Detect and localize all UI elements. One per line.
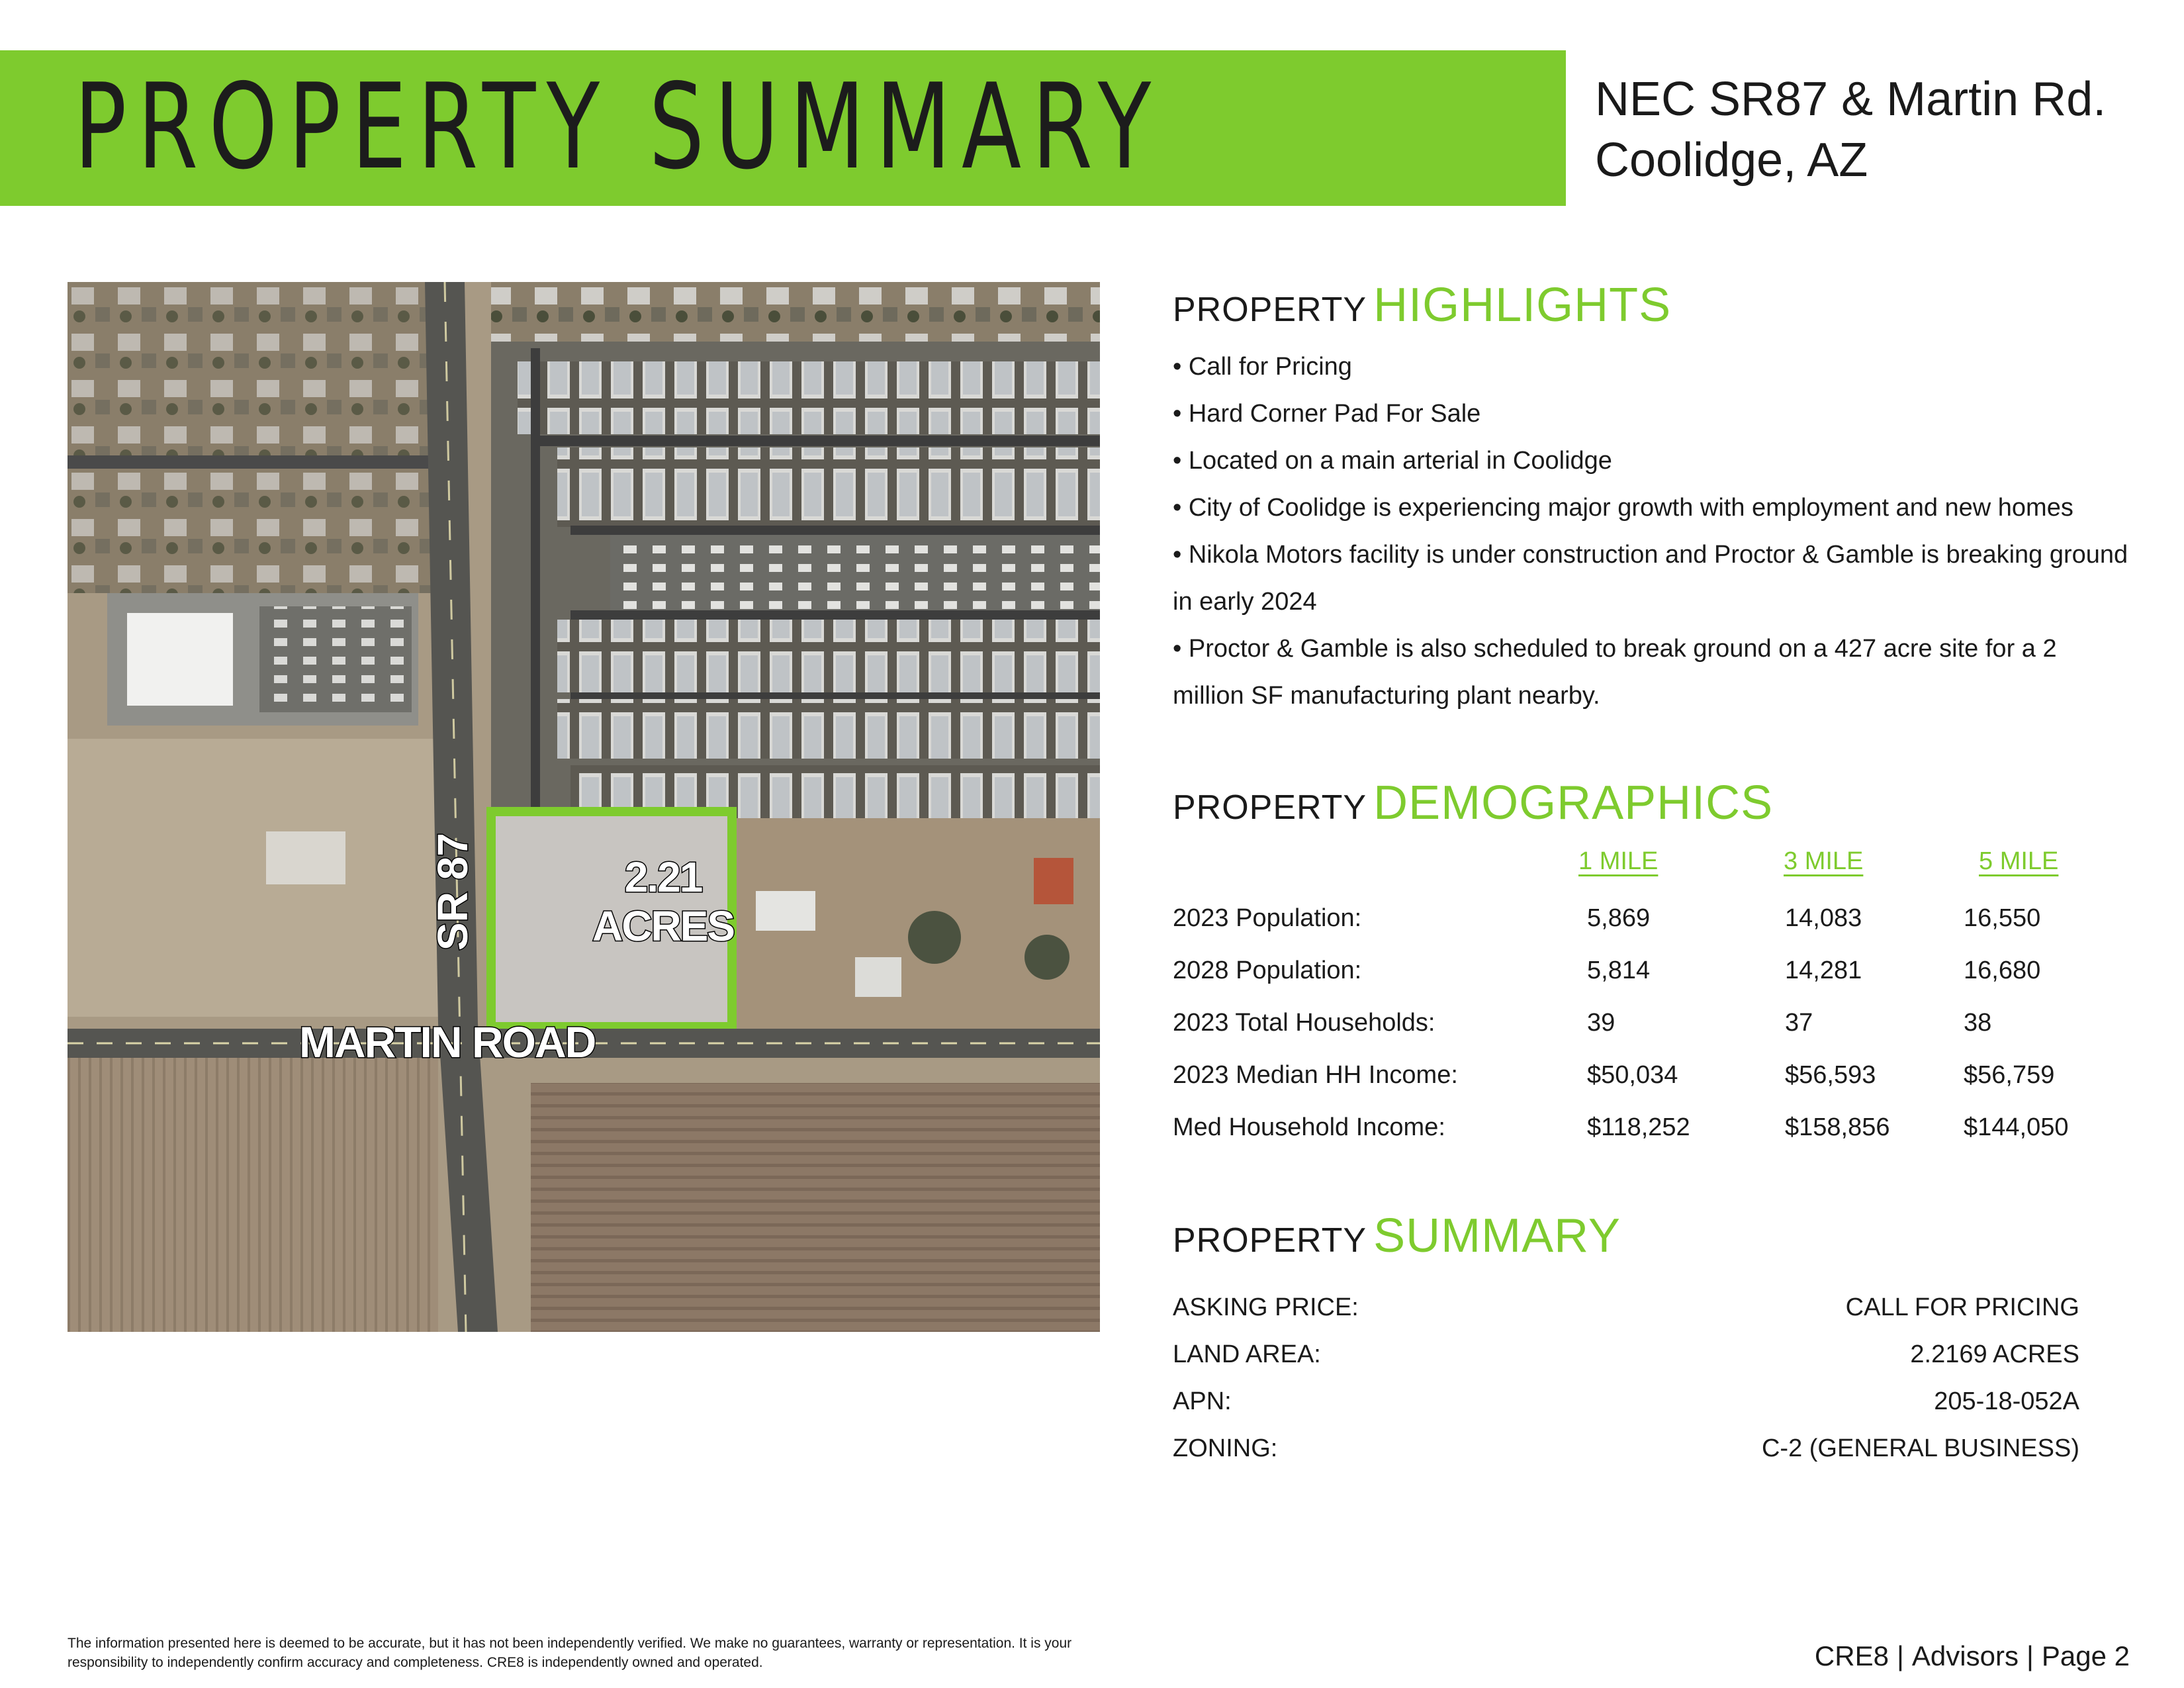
summary-row-zoning [1173,1434,2079,1474]
cell-5-mile: 16,680 [1964,957,2041,984]
table-row [1173,1061,2165,1101]
row-label: 2023 Total Households: [1173,1009,1435,1037]
row-label: 2023 Median HH Income: [1173,1061,1458,1089]
summary-row-land-area [1173,1340,2079,1380]
summary-value: 205-18-052A [1934,1387,2079,1415]
disclaimer: The information presented here is deemed to be accurate, but it has not been independently verified. We make no guarantees, warranty or representation. It is your responsibility to independently confirm accuracy and completeness. CRE8 is independently owned and operated. [68,1636,1072,1670]
list-item: • Hard Corner Pad For Sale [1173,400,1481,428]
demographics-title: DEMOGRAPHICS [1373,776,1774,829]
summary-value: CALL FOR PRICING [1845,1293,2079,1321]
cell-1-mile: 5,869 [1587,904,1651,932]
summary-row-apn [1173,1387,2079,1427]
brand-advisors: Advisors [1911,1640,2019,1671]
separator: | [2026,1640,2034,1671]
acres-label [531,853,796,951]
page-number: Page 2 [2041,1640,2130,1671]
cell-3-mile: $158,856 [1785,1113,1890,1141]
cell-1-mile: $118,252 [1587,1113,1690,1141]
martin-road-label: MARTIN ROAD [299,1017,596,1066]
cell-1-mile: 39 [1587,1009,1615,1037]
cell-1-mile: 5,814 [1587,957,1651,984]
row-label: 2028 Population: [1173,957,1362,984]
highlights-prefix: PROPERTY [1173,291,1367,329]
table-row [1173,1113,2165,1153]
highlights-title: HIGHLIGHTS [1373,279,1672,332]
column-header-1-mile: 1 MILE [1578,847,1659,875]
summary-value: C-2 (GENERAL BUSINESS) [1761,1434,2079,1462]
acres-value: 2.21 [624,853,702,901]
cell-5-mile: $144,050 [1964,1113,2069,1141]
cell-5-mile: 38 [1964,1009,1992,1037]
summary-heading [1173,1209,1621,1263]
demographics-prefix: PROPERTY [1173,788,1367,827]
summary-row-asking-price [1173,1293,2079,1333]
summary-title: SUMMARY [1373,1209,1621,1262]
table-row [1173,1009,2165,1049]
cell-5-mile: $56,759 [1964,1061,2055,1089]
page-title: PROPERTY SUMMARY [74,58,1162,195]
cell-3-mile: 14,281 [1785,957,1862,984]
list-item: • Located on a main arterial in Coolidge [1173,447,1612,475]
summary-label: ZONING: [1173,1434,1278,1462]
cell-3-mile: 14,083 [1785,904,1862,932]
summary-label: APN: [1173,1387,1232,1415]
acres-unit: ACRES [592,902,735,950]
row-label: 2023 Population: [1173,904,1362,932]
list-item: • Proctor & Gamble is also scheduled to break ground on a 427 acre site for a 2 million SF manufacturing plant nearby. [1173,635,2057,710]
table-row [1173,904,2165,944]
property-address [1595,69,2106,191]
separator: | [1896,1640,1904,1671]
aerial-map [68,282,1100,1332]
column-header-5-mile: 5 MILE [1979,847,2059,875]
footer-branding [1815,1640,2130,1672]
cell-3-mile: 37 [1785,1009,1813,1037]
summary-value: 2.2169 ACRES [1910,1340,2079,1368]
summary-label: LAND AREA: [1173,1340,1321,1368]
sr87-label: SR 87 [429,833,477,951]
aerial-map-image [68,282,1100,1332]
list-item: • Call for Pricing [1173,353,1352,381]
list-item: • Nikola Motors facility is under construction and Proctor & Gamble is breaking ground in early 2024 [1173,541,2128,616]
demographics-heading [1173,776,1773,830]
cell-3-mile: $56,593 [1785,1061,1876,1089]
cell-1-mile: $50,034 [1587,1061,1678,1089]
highlights-heading [1173,278,1671,332]
highlights-list [1173,344,2132,720]
address-line-2: Coolidge, AZ [1595,134,1868,187]
list-item: • City of Coolidge is experiencing major growth with employment and new homes [1173,494,2073,522]
brand-name: CRE8 [1814,1640,1889,1671]
cell-5-mile: 16,550 [1964,904,2041,932]
summary-prefix: PROPERTY [1173,1221,1367,1260]
table-row [1173,957,2165,996]
row-label: Med Household Income: [1173,1113,1445,1141]
column-header-3-mile: 3 MILE [1784,847,1864,875]
address-line-1: NEC SR87 & Martin Rd. [1595,73,2107,126]
summary-label: ASKING PRICE: [1173,1293,1359,1321]
